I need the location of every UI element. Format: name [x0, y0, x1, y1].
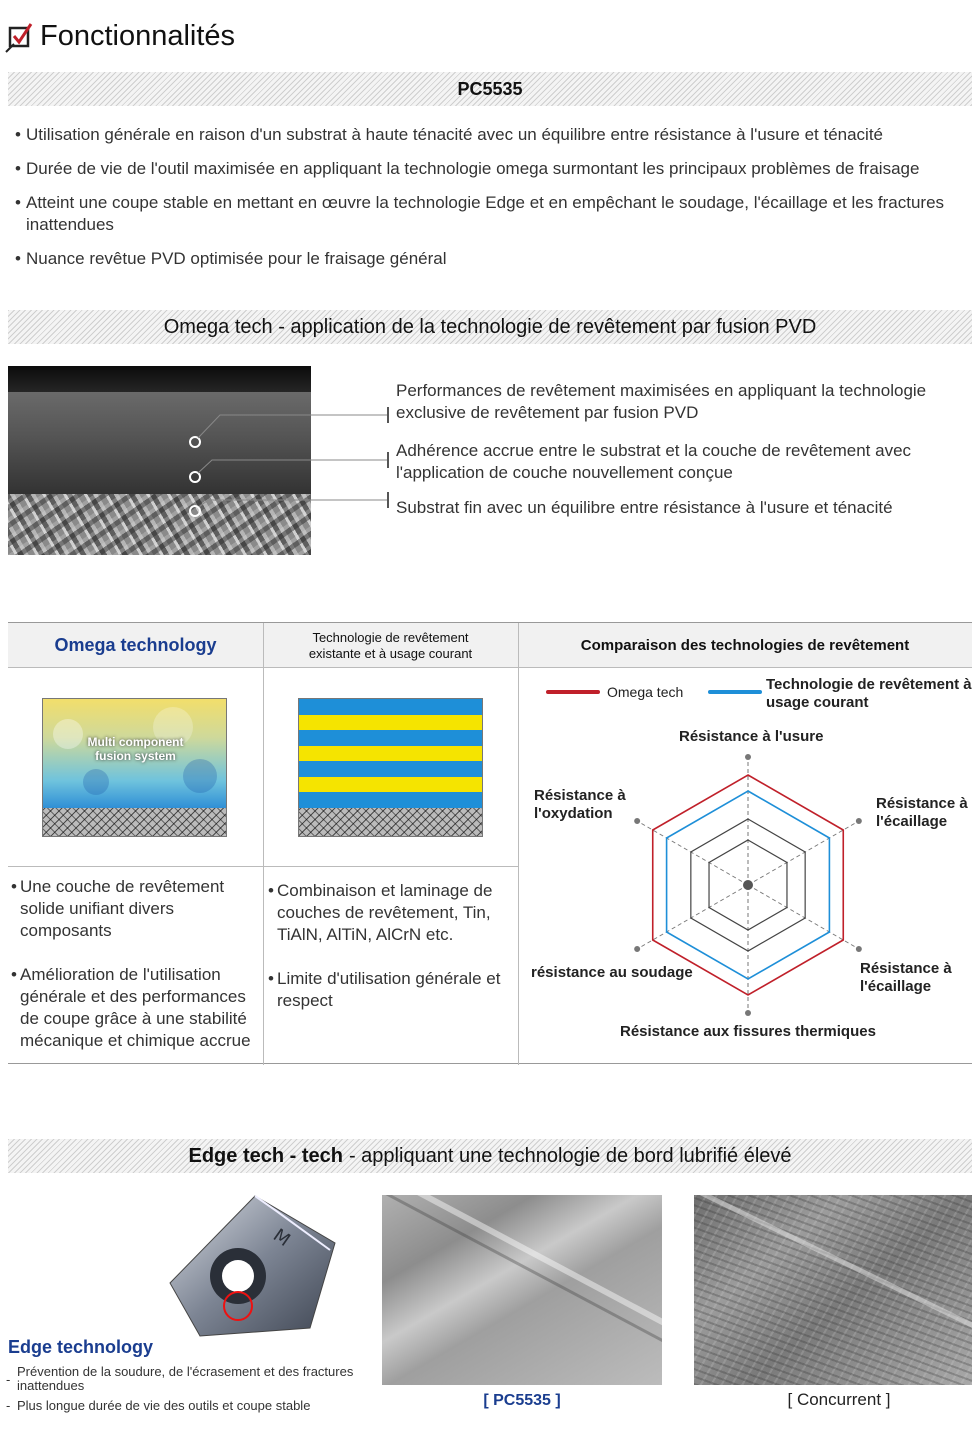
radar-axis-arrow — [634, 946, 640, 952]
section-band-omega — [8, 310, 972, 344]
legend-swatch-omega — [546, 690, 600, 694]
radar-spoke — [748, 823, 856, 886]
list-item: • Limite d'utilisation générale et respect — [265, 968, 515, 1012]
callout-text-1: Performances de revêtement maximisées en appliquant la technologie exclusive de revêtement par fusion PVD — [396, 381, 927, 422]
radar-axis-label: Résistance à l'écaillage — [860, 960, 952, 995]
pc5535-edge-photo — [382, 1195, 662, 1385]
insert-marking: M — [269, 1224, 294, 1252]
edge-item-1: - Prévention de la soudure, de l'écrasement et des fractures inattendues — [6, 1365, 376, 1393]
list-item: • Durée de vie de l'outil maximisée en appliquant la technologie omega surmontant les principaux problèmes de fraisage — [12, 158, 962, 180]
edge-item-text: Plus longue durée de vie des outils et coupe stable — [17, 1398, 311, 1413]
section-band-pc5535 — [8, 72, 972, 106]
existing-bullets — [265, 880, 515, 1012]
list-item: • Atteint une coupe stable en mettant en œuvre la technologie Edge et en empêchant le soudage, l'écaillage et les fractures inattendues — [12, 192, 962, 236]
edge-item-text: Prévention de la soudure, de l'écrasement et des fractures inattendues — [17, 1364, 354, 1393]
band-title-bold: Edge tech - tech — [188, 1144, 343, 1167]
column-divider — [263, 623, 264, 1065]
radar-center — [743, 880, 753, 890]
legend-swatch-conventional — [708, 690, 762, 694]
pc5535-caption: [ PC5535 ] — [483, 1392, 561, 1409]
column-divider — [518, 623, 519, 1065]
col-existing-header — [263, 623, 518, 668]
layered-coating-diagram — [298, 698, 483, 837]
list-item: • Combinaison et laminage de couches de revêtement, Tin, TiAlN, AlTiN, AlCrN etc. — [265, 880, 515, 946]
band-title: Omega tech - application de la technologie de revêtement par fusion PVD — [163, 315, 817, 338]
omega-image-caption: Multi component fusion system — [87, 735, 184, 763]
omega-bullets — [8, 876, 258, 1052]
radar-axis-label: Résistance à l'écaillage — [876, 795, 968, 830]
radar-axis-label: résistance au soudage — [531, 964, 693, 981]
list-item: • Amélioration de l'utilisation générale et des performances de coupe grâce à une stabilité mécanique et chimique accrue — [8, 964, 258, 1052]
radar-axis-arrow — [856, 818, 862, 824]
radar-axis-label: Résistance à l'oxydation — [534, 787, 626, 822]
radar-axis-label: Résistance aux fissures thermiques — [620, 1023, 876, 1040]
callout-text-2: Adhérence accrue entre le substrat et la couche de revêtement avec l'application de couche nouvellement conçue — [396, 441, 912, 482]
section-band-edge — [8, 1139, 972, 1173]
radar-spoke — [748, 885, 856, 948]
legend-label-omega: Omega tech — [607, 684, 684, 700]
page-title: Fonctionnalités — [40, 19, 236, 52]
checkbox-check-icon — [4, 18, 34, 54]
callout-leader-lines — [0, 360, 400, 530]
insert-illustration — [160, 1188, 340, 1338]
list-item: • Utilisation générale en raison d'un substrat à haute ténacité avec un équilibre entre résistance à l'usure et ténacité — [12, 124, 962, 146]
col-existing-header-text: Technologie de revêtement existante et à usage courant — [308, 629, 473, 661]
pc5535-feature-list — [12, 124, 962, 270]
radar-axis-arrow — [745, 754, 751, 760]
feature-header — [4, 18, 235, 54]
callout-text-3: Substrat fin avec un équilibre entre résistance à l'usure et ténacité — [396, 498, 893, 517]
radar-spoke — [640, 885, 748, 948]
competitor-caption: [ Concurrent ] — [787, 1390, 891, 1409]
legend-label-conventional: Technologie de revêtement à usage courant — [766, 676, 972, 711]
col-compare-header-text: Comparaison des technologies de revêtement — [580, 637, 910, 654]
row-divider — [8, 866, 518, 867]
edge-item-2: - Plus longue durée de vie des outils et coupe stable — [6, 1399, 376, 1413]
list-item: • Une couche de revêtement solide unifiant divers composants — [8, 876, 258, 942]
band-title-rest: - appliquant une technologie de bord lubrifié élevé — [348, 1144, 792, 1167]
omega-coating-diagram — [42, 698, 227, 837]
radar-spoke — [640, 823, 748, 886]
radar-axis-arrow — [634, 818, 640, 824]
radar-axis-arrow — [856, 946, 862, 952]
radar-axis-label: Résistance à l'usure — [679, 728, 824, 745]
col-omega-header-text: Omega technology — [54, 635, 217, 655]
col-omega-header — [8, 623, 263, 668]
competitor-edge-photo — [694, 1195, 972, 1385]
col-compare-header — [518, 623, 972, 668]
radar-legend — [546, 676, 972, 716]
edge-technology-title: Edge technology — [8, 1337, 154, 1357]
band-title: PC5535 — [457, 78, 523, 99]
list-item: • Nuance revêtue PVD optimisée pour le fraisage général — [12, 248, 962, 270]
radar-axis-arrow — [745, 1010, 751, 1016]
